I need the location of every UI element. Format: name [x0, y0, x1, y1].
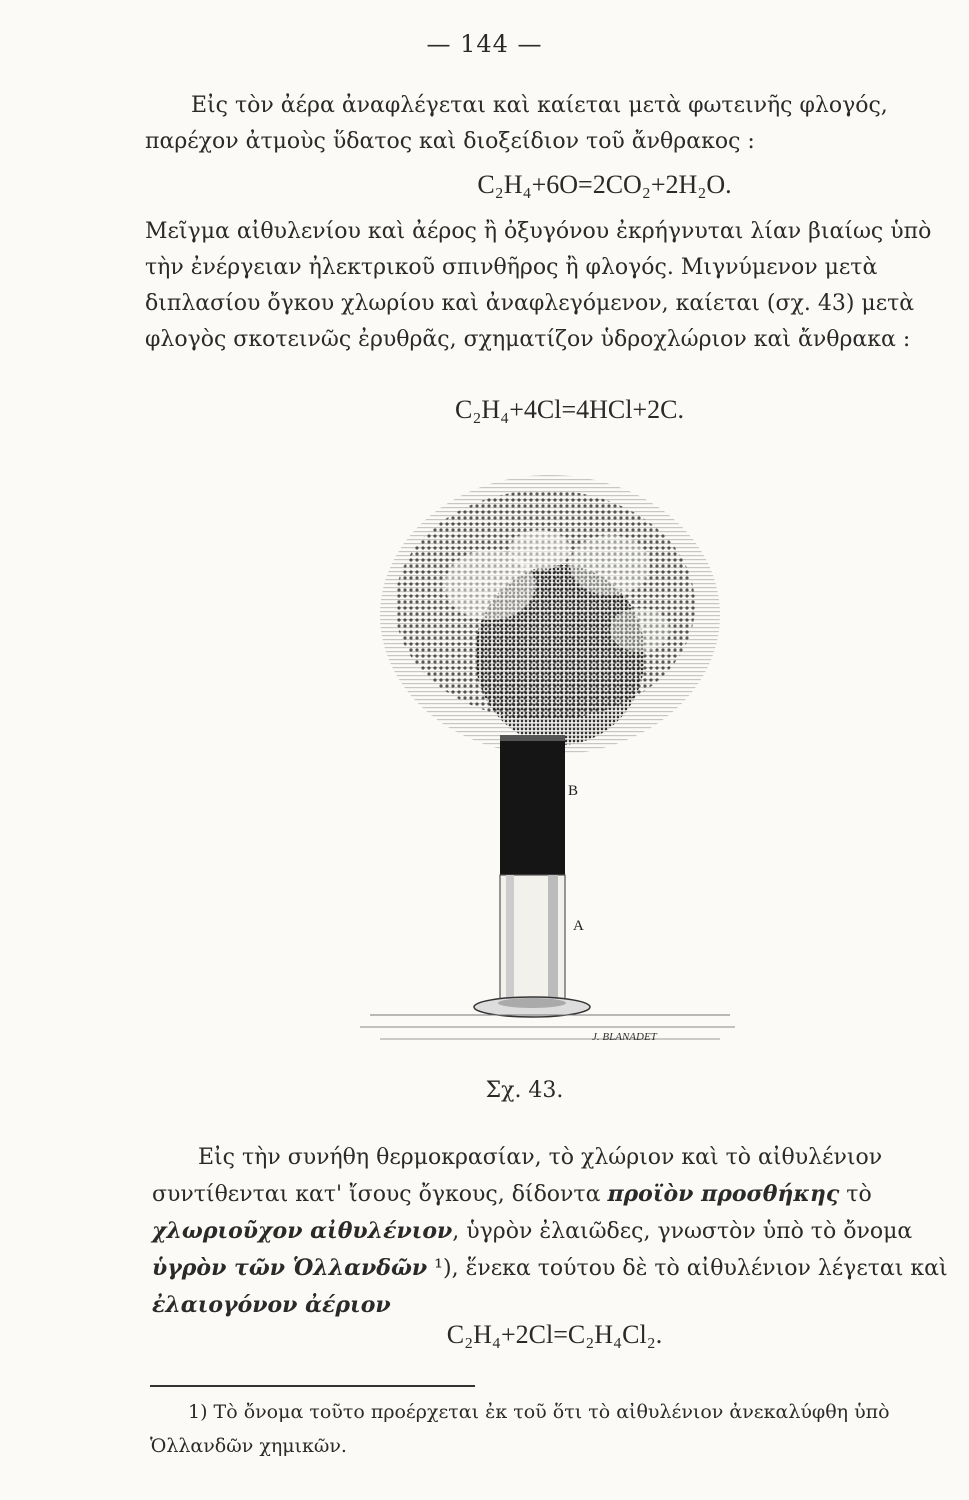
footnote-divider — [150, 1385, 475, 1387]
text-run: , ὑγρὸν ἐλαιῶδες, γνωστὸν ὑπὸ τὸ ὄνομα — [452, 1219, 913, 1244]
paragraph-explosion: Μεῖγμα αἰθυλενίου καὶ ἀέρος ἢ ὀξυγόνου ἐκρήγνυται λίαν βιαίως ὑπὸ τὴν ἐνέργειαν ἠλεκτρικοῦ σπινθῆρος ἢ φλογός. Μιγνύμενον μετὰ διπλασίου ὄγκου χλωρίου καὶ ἀναφλεγόμενον, καίεται (σχ. 43) μετὰ φλογὸς σκοτεινῶς ἐρυθρᾶς, σχηματίζον ὑδροχλώριον καὶ ἄνθρακα : — [145, 219, 932, 352]
figure-caption: Σχ. 43. — [485, 1078, 564, 1103]
equation-chlorine-burning: C₂H₄+4Cl=4HCl+2C. — [455, 395, 684, 424]
table-surface — [360, 1015, 735, 1039]
term-addition-product: προϊὸν προσθήκης — [607, 1181, 840, 1207]
paragraph-combustion: Εἰς τὸν ἀέρα ἀναφλέγεται καὶ καίεται μετὰ φωτεινῆς φλογός, παρέχον ἀτμοὺς ὕδατος καὶ διοξείδιον τοῦ ἄνθρακος : — [145, 93, 888, 154]
term-olefiant-gas: ἐλαιογόνον ἀέριον — [152, 1292, 391, 1318]
equation-addition: C₂H₄+2Cl=C₂H₄Cl₂. — [446, 1320, 663, 1349]
paragraph-addition-product — [152, 1140, 960, 1324]
cylinder-jar — [474, 735, 590, 1017]
text-run: ¹), ἕνεκα τούτου δὲ τὸ αἰθυλένιον λέγεται καὶ — [427, 1256, 948, 1281]
engraver-signature: J. BLANADET — [592, 1031, 657, 1043]
term-dutch-liquid: ὑγρὸν τῶν Ὁλλανδῶν — [152, 1255, 428, 1281]
label-a: A — [573, 918, 584, 934]
label-b: B — [568, 783, 579, 799]
text-run: τὸ — [839, 1182, 872, 1207]
footnote: 1) Τὸ ὄνομα τοῦτο προέρχεται ἐκ τοῦ ὅτι τὸ αἰθυλένιον ἀνεκαλύφθη ὑπὸ Ὁλλανδῶν χημικῶν. — [150, 1401, 890, 1457]
flame-cloud — [380, 475, 720, 755]
figure-43-illustration — [360, 455, 740, 1055]
text-run: Εἰς τὴν συνήθη θερμοκρασίαν, τὸ χλώριον καὶ τὸ αἰθυλένιον συντίθενται κατ' ἴσους ὄγκους, δίδοντα — [152, 1145, 883, 1207]
equation-combustion: C₂H₄+6O=2CO₂+2H₂O. — [477, 170, 732, 199]
page-number: — 144 — — [426, 30, 543, 58]
term-ethylene-chloride: χλωριοῦχον αἰθυλένιον — [152, 1218, 453, 1244]
